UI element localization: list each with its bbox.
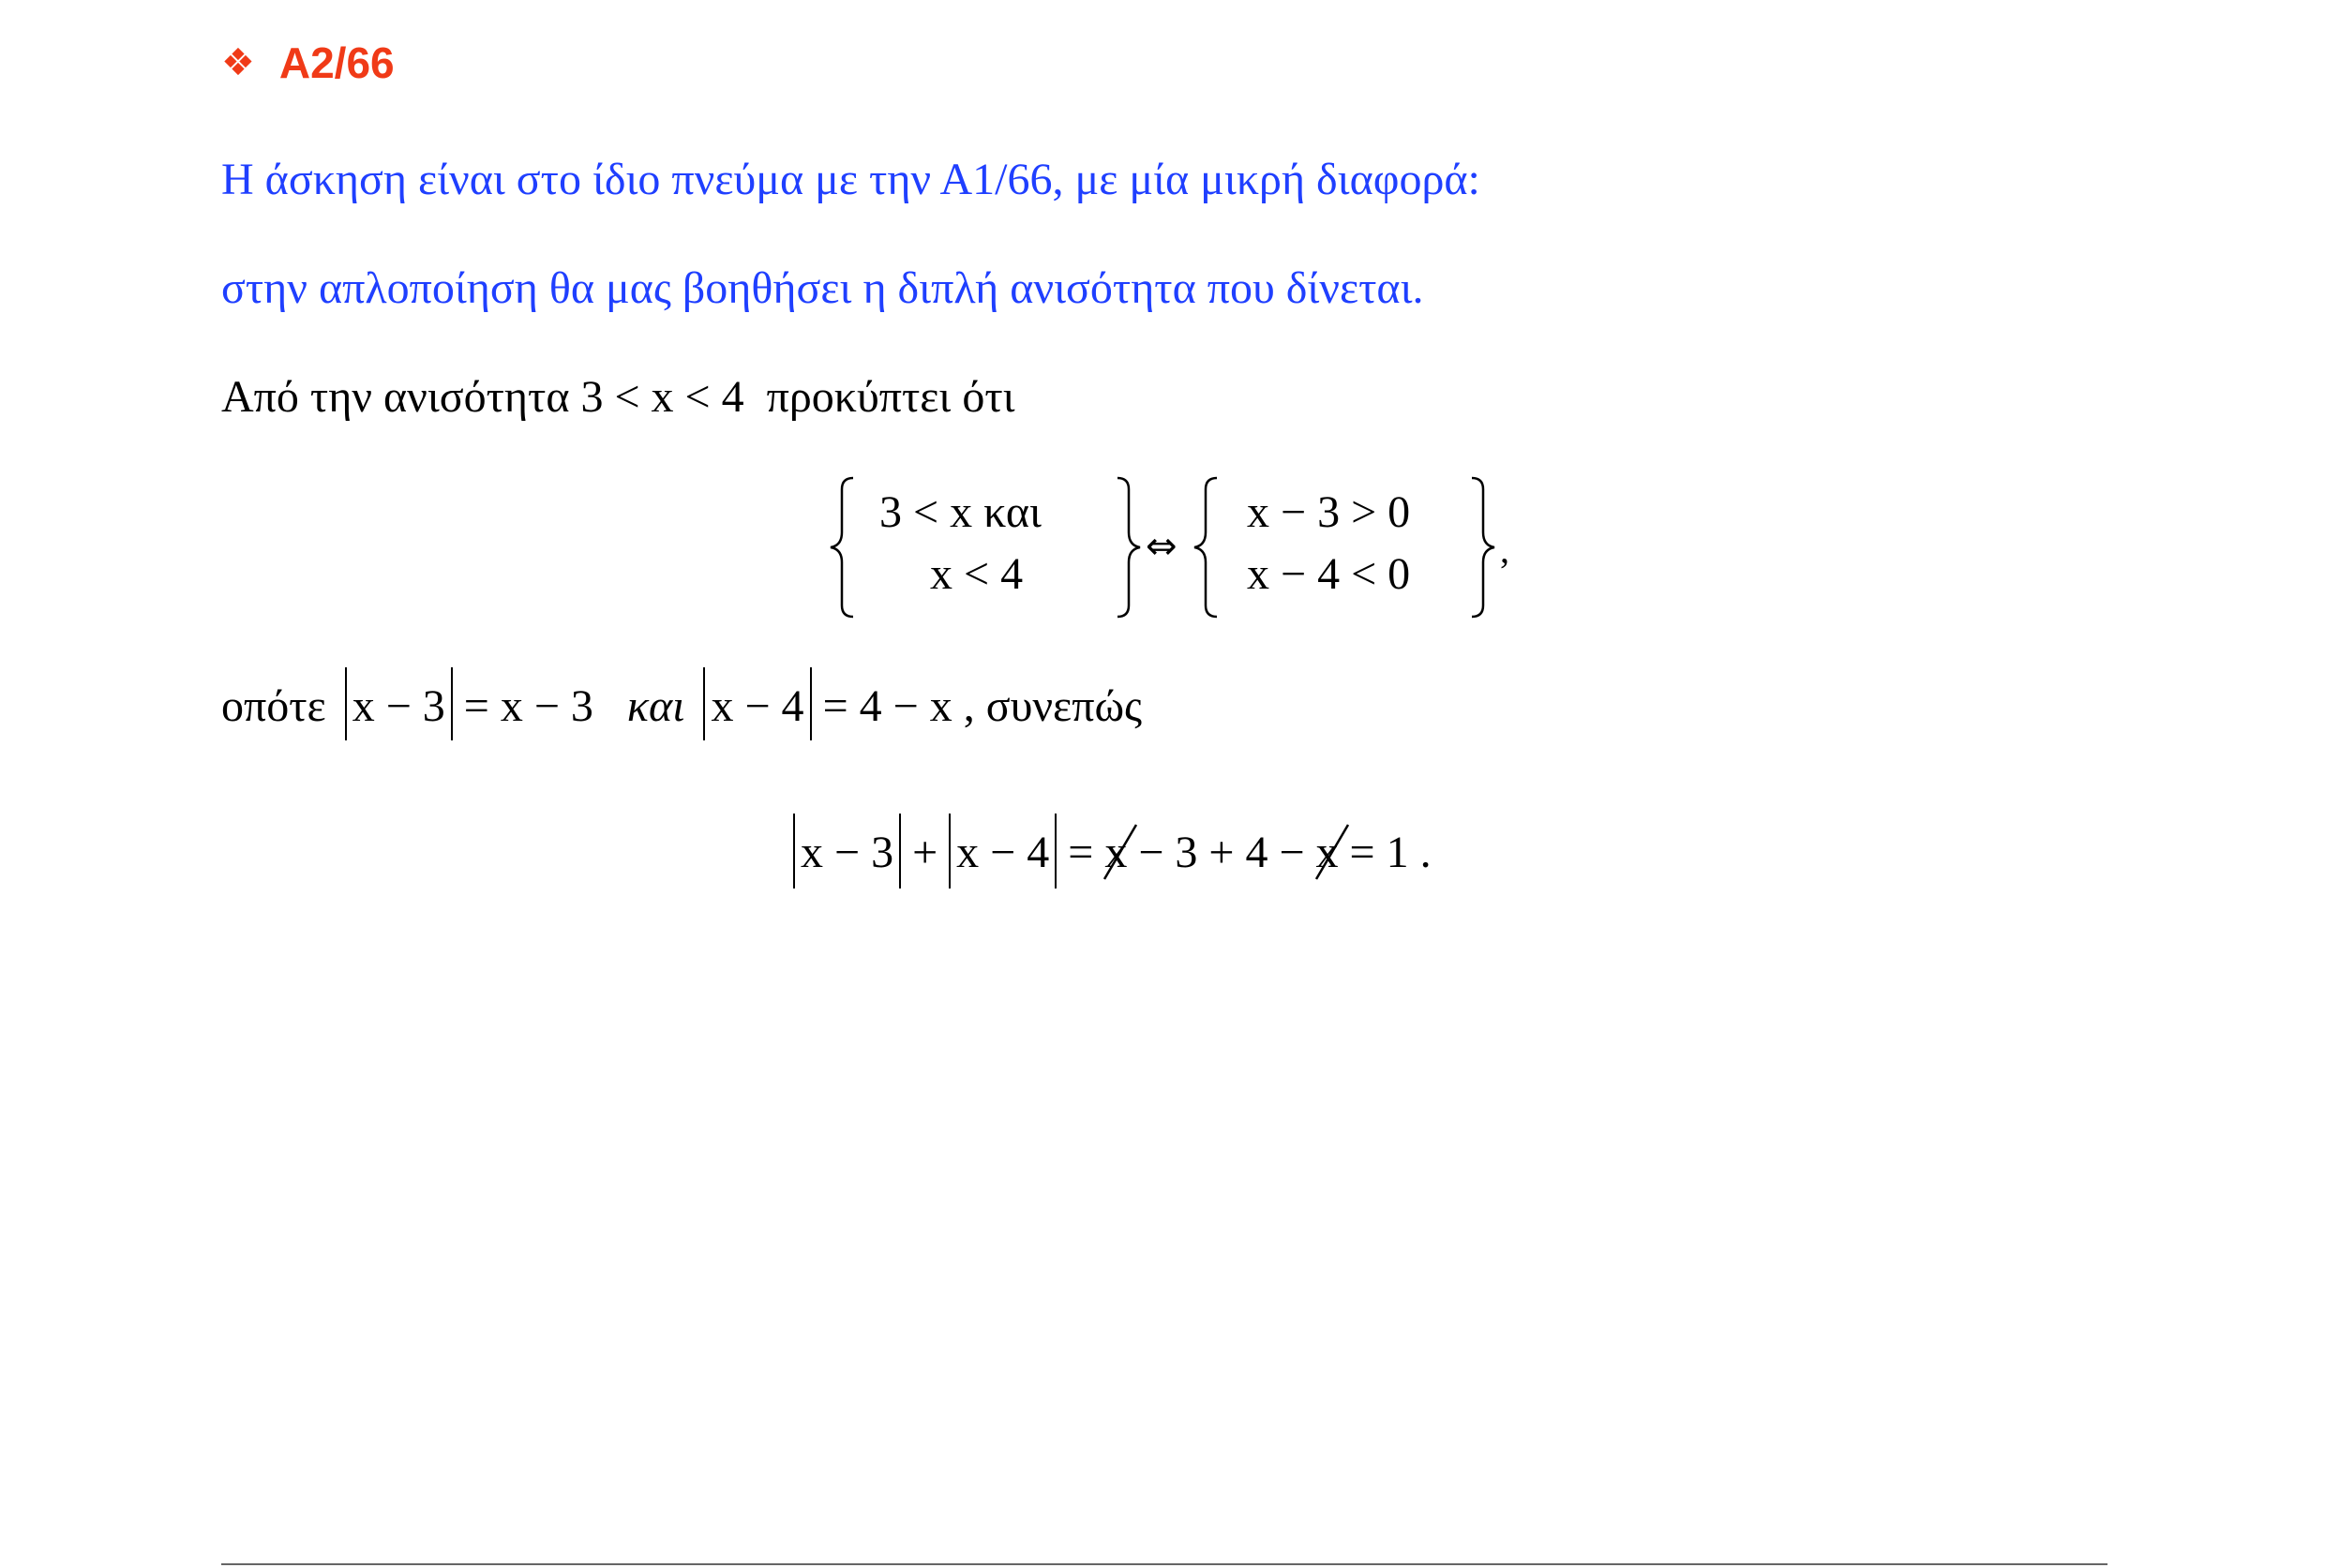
result-abs-x-minus-4 — [949, 827, 1057, 878]
step2-conj: και — [626, 681, 685, 731]
result-plus: + — [912, 828, 938, 877]
equivalence-symbol: ⇔ — [1146, 525, 1178, 568]
abs-bar-right — [1055, 814, 1057, 889]
right-open-brace — [1194, 478, 1217, 617]
strike-slash-icon — [1101, 823, 1138, 885]
left-close-brace — [1118, 478, 1140, 617]
result-abs2-content: x − 4 — [956, 828, 1050, 877]
abs-value-x-minus-4 — [703, 680, 811, 732]
heading-title: A2/66 — [278, 38, 395, 87]
cancelled-x-2-text: x — [1315, 828, 1339, 877]
step2-suffix: συνεπώς — [985, 681, 1143, 731]
abs-value-x-minus-3 — [345, 680, 453, 732]
abs-bar-right — [810, 667, 812, 740]
system-left-top: 3 < x και — [879, 487, 1042, 537]
inequality-system — [825, 469, 1538, 628]
cancelled-x-1-text: x — [1104, 828, 1128, 877]
cancelled-x-1 — [1104, 827, 1127, 878]
abs-bar-left — [345, 667, 347, 740]
system-right-top: x − 3 > 0 — [1247, 487, 1411, 537]
abs-bar-left — [949, 814, 951, 889]
step1-suffix: προκύπτει ότι — [766, 372, 1015, 422]
intro-line-1: Η άσκηση είναι στο ίδιο πνεύμα με την Α1/66, με μία μικρή διαφορά: — [221, 155, 1480, 204]
intro-line-2: στην απλοποίηση θα μας βοηθήσει η διπλή ανισότητα που δίνεται. — [221, 263, 1424, 313]
abs-bar-left — [793, 814, 795, 889]
result-final: = 1 . — [1349, 828, 1432, 877]
step1-line — [221, 371, 1015, 423]
result-middle: − 3 + 4 − — [1138, 828, 1305, 877]
footer-divider — [221, 1563, 2108, 1565]
abs-bar-right — [451, 667, 453, 740]
system-trailing-comma: , — [1500, 529, 1509, 571]
left-open-brace — [831, 478, 853, 617]
strike-slash-icon — [1312, 823, 1350, 885]
abs-bar-left — [703, 667, 705, 740]
abs-bar-right — [899, 814, 901, 889]
cancelled-x-2 — [1316, 827, 1339, 878]
result-abs1-content: x − 3 — [801, 828, 894, 877]
right-close-brace — [1472, 478, 1494, 617]
step2-prefix: οπότε — [221, 681, 326, 731]
result-line — [793, 827, 1432, 878]
abs2-content: x − 4 — [711, 681, 804, 731]
result-equals: = — [1068, 828, 1094, 877]
system-right-bottom: x − 4 < 0 — [1247, 549, 1411, 599]
step2-eq1: = x − 3 — [463, 681, 593, 731]
step2-line — [221, 680, 1142, 732]
abs1-content: x − 3 — [352, 681, 445, 731]
step1-inequality: 3 < x < 4 — [580, 372, 744, 422]
result-abs-x-minus-3 — [793, 827, 901, 878]
step2-eq2: = 4 − x , — [822, 681, 975, 731]
step1-prefix: Από την ανισότητα — [221, 372, 570, 422]
system-left-bottom: x < 4 — [930, 549, 1024, 599]
diamond-bullet-icon: ❖ — [221, 41, 255, 84]
section-heading — [221, 37, 395, 88]
